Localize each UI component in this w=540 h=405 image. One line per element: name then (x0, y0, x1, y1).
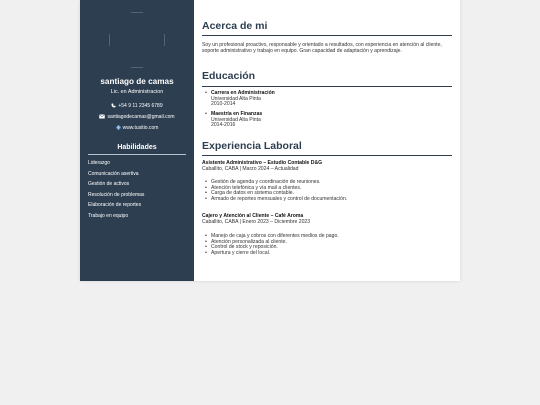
task-item: • Armado de reportes mensuales y control de documentación. (205, 196, 348, 203)
education-years: 2014-2016 (211, 122, 236, 129)
skills-heading: Habilidades (117, 144, 157, 151)
bullet: • (205, 90, 207, 96)
education-heading: Educación (202, 70, 256, 82)
job-meta: Caballito, CABA | Marzo 2024 – Actualidad (202, 165, 299, 172)
sidebar (80, 0, 194, 281)
person-title: Lic. en Administracion (110, 89, 164, 95)
task-item: • Atención telefónica y vía mail a clientes. (205, 184, 302, 191)
skill-item: Liderazgo (88, 160, 110, 166)
bullet: • (205, 238, 207, 245)
phone-text: +54 9 11 2345 6789 (118, 103, 163, 109)
email-text: santiagodecamas@gmail.com (107, 114, 175, 120)
skill-item: Elaboración de reportes (88, 202, 142, 209)
phone-icon (111, 103, 116, 108)
education-degree: Maestría en Finanzas (211, 111, 263, 117)
bullet: • (205, 190, 207, 197)
globe-icon (116, 125, 121, 130)
bullet: • (205, 244, 207, 251)
experience-divider (202, 155, 452, 156)
bullet: • (205, 196, 207, 203)
task-item: • Control de stock y reposición. (205, 244, 278, 251)
experience-heading: Experiencia Laboral (202, 140, 302, 152)
cv-page (80, 0, 460, 281)
skill-item: Gestión de activos (88, 181, 130, 188)
job-entry (202, 161, 450, 172)
bullet: • (205, 233, 207, 239)
job-tasks (202, 180, 450, 203)
task-item: • Apertura y cierre del local. (205, 250, 271, 257)
education-years: 2010-2014 (211, 101, 236, 108)
education-school: Universidad Alta Pinta (211, 116, 261, 123)
skill-item: Resolución de problemas (88, 191, 145, 198)
contact-website[interactable] (80, 125, 194, 131)
bullet: • (205, 184, 207, 191)
about-text: Soy un profesional proactivo, responsable y orientado a resultados, con experiencia en atención al cliente, soporte administrativo y trabajo en equipo. Gran capacidad de adaptación y aprendizaje. (202, 42, 442, 54)
task-item: • Manejo de caja y cobros con diferentes medios de pago. (205, 233, 339, 239)
website-text: www.tusitio.com (122, 125, 159, 131)
skill-item: Comunicación asertiva (88, 170, 139, 177)
skills-list (88, 160, 188, 224)
job-role: Asistente Administrativo – Estudio Contable D&G (202, 160, 323, 166)
job-meta: Caballito, CABA | Enero 2023 – Diciembre 2023 (202, 218, 311, 225)
task-item: • Carga de datos en sistema contable. (205, 190, 294, 197)
task-item: • Atención personalizada al cliente. (205, 238, 287, 245)
job-tasks (202, 234, 450, 257)
about-heading: Acerca de mi (202, 20, 268, 32)
contact-phone (80, 103, 194, 109)
education-divider (202, 86, 452, 87)
about-divider (202, 35, 452, 36)
job-role: Cajero y Atención al Cliente – Café Aroma (202, 213, 304, 219)
education-school: Universidad Alta Pinta (211, 95, 261, 102)
person-name: santiago de camas (100, 77, 174, 86)
job-entry (202, 214, 450, 225)
contact-email[interactable] (80, 114, 194, 120)
bullet: • (205, 179, 207, 185)
education-degree: Carrera en Administración (211, 90, 275, 96)
bullet: • (205, 111, 207, 117)
skills-divider (88, 154, 186, 155)
profile-photo-placeholder (109, 12, 165, 68)
bullet: • (205, 250, 207, 257)
mail-icon (99, 114, 105, 119)
skill-item: Trabajo en equipo (88, 212, 129, 219)
task-item: • Gestión de agenda y coordinación de reuniones. (205, 179, 321, 185)
